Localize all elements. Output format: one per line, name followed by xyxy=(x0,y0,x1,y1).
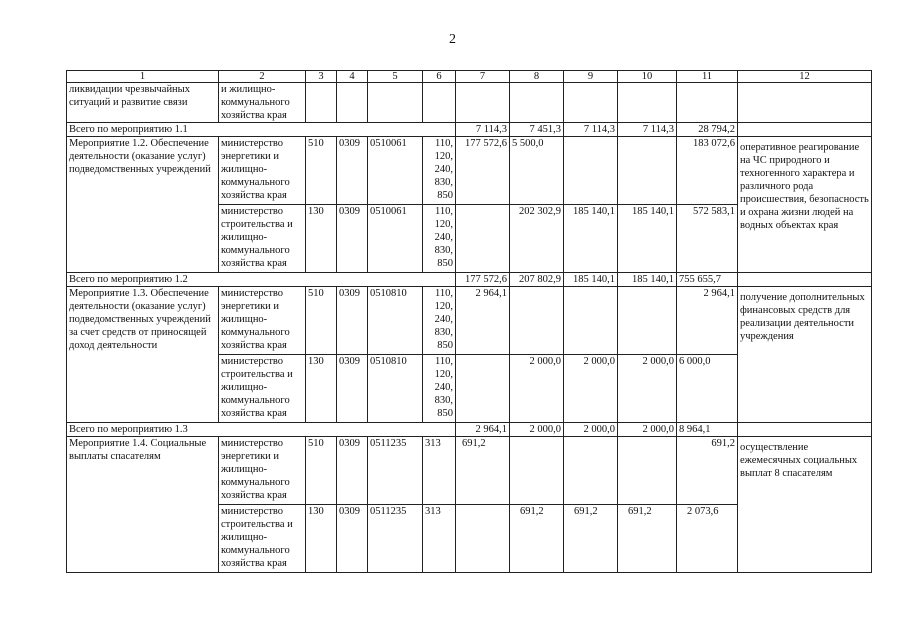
value-cell: 183 072,6 xyxy=(677,137,738,205)
grbs-code: 130 xyxy=(306,205,337,273)
grbs-code: 510 xyxy=(306,137,337,205)
ministry-name: министерство энергетики и жилищно-коммунального хозяйства края xyxy=(219,437,306,505)
value-cell: 177 572,6 xyxy=(456,137,510,205)
table-row xyxy=(67,287,872,355)
value-cell xyxy=(564,437,618,505)
rzpr-code: 0309 xyxy=(337,437,368,505)
vr-codes: 110, 120, 240, 830, 850 xyxy=(423,355,456,423)
value-cell: 2 073,6 xyxy=(677,505,738,573)
value-cell xyxy=(564,137,618,205)
total-row xyxy=(67,123,872,137)
total-row xyxy=(67,423,872,437)
ministry-name: министерство строительства и жилищно-коммунального хозяйства края xyxy=(219,505,306,573)
value-cell: 7 114,3 xyxy=(456,123,510,137)
activity-name: Мероприятие 1.3. Обеспечение деятельности (оказание услуг) подведомственных учреждений за счет средств от приносящей доход деятельности xyxy=(67,287,219,423)
vr-codes: 110, 120, 240, 830, 850 xyxy=(423,287,456,355)
total-row xyxy=(67,273,872,287)
vr-codes: 110, 120, 240, 830, 850 xyxy=(423,205,456,273)
activity-name: ликвидации чрезвычайных ситуаций и развитие связи xyxy=(67,83,219,123)
activity-name: Мероприятие 1.2. Обеспечение деятельности (оказание услуг) подведомственных учреждений xyxy=(67,137,219,273)
grbs-code: 510 xyxy=(306,287,337,355)
rzpr-code: 0309 xyxy=(337,205,368,273)
expected-result: оперативное реагирование на ЧС природного и техногенного характера и различного рода происшествия, безопасность и охрана жизни людей на водных объектах края xyxy=(738,137,872,273)
value-cell: 2 000,0 xyxy=(564,355,618,423)
value-cell: 185 140,1 xyxy=(564,273,618,287)
table-row xyxy=(67,137,872,205)
page-number: 2 xyxy=(449,32,456,47)
csr-code: 0510061 xyxy=(368,137,423,205)
col-header: 1 xyxy=(67,71,219,83)
csr-code: 0511235 xyxy=(368,437,423,505)
ministry-name: министерство энергетики и жилищно-коммунального хозяйства края xyxy=(219,137,306,205)
value-cell: 28 794,2 xyxy=(677,123,738,137)
col-header: 6 xyxy=(423,71,456,83)
vr-codes: 110, 120, 240, 830, 850 xyxy=(423,137,456,205)
value-cell xyxy=(456,505,510,573)
grbs-code: 510 xyxy=(306,437,337,505)
col-header: 2 xyxy=(219,71,306,83)
value-cell: 2 000,0 xyxy=(510,423,564,437)
value-cell: 572 583,1 xyxy=(677,205,738,273)
value-cell xyxy=(456,355,510,423)
grbs-code: 130 xyxy=(306,505,337,573)
value-cell: 8 964,1 xyxy=(677,423,738,437)
total-label: Всего по мероприятию 1.1 xyxy=(67,123,456,137)
csr-code: 0510810 xyxy=(368,287,423,355)
budget-table xyxy=(66,70,872,573)
rzpr-code: 0309 xyxy=(337,355,368,423)
value-cell: 7 451,3 xyxy=(510,123,564,137)
ministry-name: министерство строительства и жилищно-коммунального хозяйства края xyxy=(219,205,306,273)
ministry-name: министерство энергетики и жилищно-коммунального хозяйства края xyxy=(219,287,306,355)
col-header: 11 xyxy=(677,71,738,83)
total-label: Всего по мероприятию 1.2 xyxy=(67,273,456,287)
total-label: Всего по мероприятию 1.3 xyxy=(67,423,456,437)
col-header: 8 xyxy=(510,71,564,83)
value-cell: 185 140,1 xyxy=(618,205,677,273)
value-cell: 7 114,3 xyxy=(618,123,677,137)
value-cell xyxy=(564,287,618,355)
value-cell: 755 655,7 xyxy=(677,273,738,287)
value-cell: 2 000,0 xyxy=(618,423,677,437)
value-cell xyxy=(618,437,677,505)
value-cell xyxy=(456,205,510,273)
col-header: 12 xyxy=(738,71,872,83)
value-cell: 2 964,1 xyxy=(456,287,510,355)
grbs-code: 130 xyxy=(306,355,337,423)
activity-name: Мероприятие 1.4. Социальные выплаты спасателям xyxy=(67,437,219,573)
value-cell xyxy=(618,287,677,355)
csr-code: 0511235 xyxy=(368,505,423,573)
col-header: 7 xyxy=(456,71,510,83)
vr-codes: 313 xyxy=(423,505,456,573)
value-cell: 6 000,0 xyxy=(677,355,738,423)
value-cell: 2 000,0 xyxy=(618,355,677,423)
rzpr-code: 0309 xyxy=(337,505,368,573)
expected-result: получение дополнительных финансовых средств для реализации деятельности учреждения xyxy=(738,287,872,423)
value-cell xyxy=(618,137,677,205)
col-header: 9 xyxy=(564,71,618,83)
value-cell: 2 964,1 xyxy=(456,423,510,437)
value-cell: 2 964,1 xyxy=(677,287,738,355)
rzpr-code: 0309 xyxy=(337,137,368,205)
rzpr-code: 0309 xyxy=(337,287,368,355)
csr-code: 0510810 xyxy=(368,355,423,423)
value-cell: 691,2 xyxy=(456,437,510,505)
value-cell: 691,2 xyxy=(618,505,677,573)
value-cell: 2 000,0 xyxy=(564,423,618,437)
continued-row xyxy=(67,83,872,123)
value-cell: 691,2 xyxy=(510,505,564,573)
value-cell: 691,2 xyxy=(677,437,738,505)
ministry-name: и жилищно-коммунального хозяйства края xyxy=(219,83,306,123)
col-header: 5 xyxy=(368,71,423,83)
expected-result: осуществление ежемесячных социальных выплат 8 спасателям xyxy=(738,437,872,573)
csr-code: 0510061 xyxy=(368,205,423,273)
table-row xyxy=(67,437,872,505)
ministry-name: министерство строительства и жилищно-коммунального хозяйства края xyxy=(219,355,306,423)
value-cell xyxy=(510,287,564,355)
value-cell: 7 114,3 xyxy=(564,123,618,137)
value-cell: 2 000,0 xyxy=(510,355,564,423)
col-header: 3 xyxy=(306,71,337,83)
vr-codes: 313 xyxy=(423,437,456,505)
value-cell: 5 500,0 xyxy=(510,137,564,205)
header-row xyxy=(67,71,872,83)
value-cell: 207 802,9 xyxy=(510,273,564,287)
value-cell: 185 140,1 xyxy=(564,205,618,273)
col-header: 4 xyxy=(337,71,368,83)
value-cell: 202 302,9 xyxy=(510,205,564,273)
col-header: 10 xyxy=(618,71,677,83)
value-cell xyxy=(510,437,564,505)
value-cell: 177 572,6 xyxy=(456,273,510,287)
value-cell: 185 140,1 xyxy=(618,273,677,287)
value-cell: 691,2 xyxy=(564,505,618,573)
